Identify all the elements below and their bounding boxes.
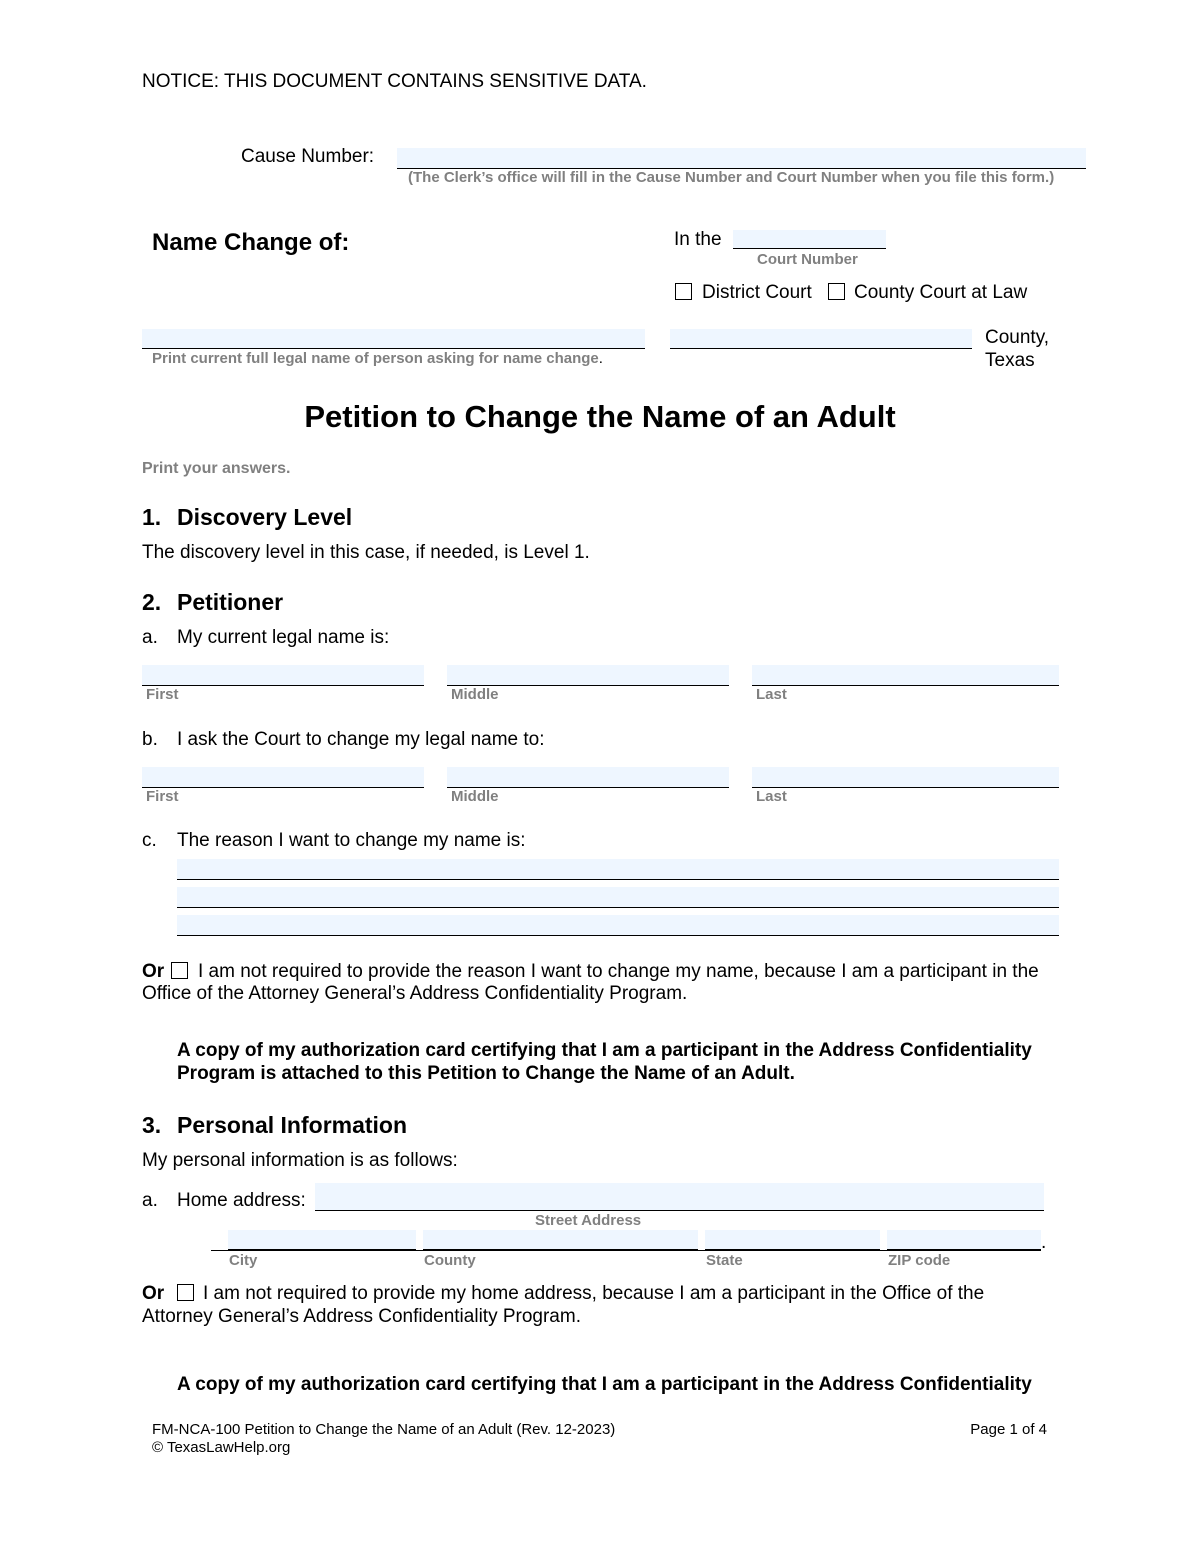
county-court-at-law-label: County Court at Law xyxy=(854,282,1028,303)
section-1-heading: 1. Discovery Level xyxy=(142,504,353,530)
authorization-copy-note-line2: Program is attached to this Petition to Change the Name of an Adult. xyxy=(177,1063,795,1084)
cause-number-label: Cause Number: xyxy=(241,146,375,167)
authorization-copy-note-line1: A copy of my authorization card certifying that I am a participant in the Address Confidentiality xyxy=(177,1040,1032,1061)
acp-address-checkbox[interactable] xyxy=(177,1284,194,1301)
in-the-label: In the xyxy=(674,229,722,250)
middle-hint: Middle xyxy=(451,788,499,805)
street-address-field[interactable] xyxy=(315,1183,1044,1211)
new-middle-name-field[interactable] xyxy=(447,767,729,788)
current-name-hint: Print current full legal name of person asking for name change. xyxy=(152,350,603,367)
last-hint: Last xyxy=(756,788,787,805)
or-label: Or xyxy=(142,1283,165,1304)
item-2c: c. The reason I want to change my name is: xyxy=(142,830,526,851)
county-court-at-law-checkbox[interactable] xyxy=(828,283,845,300)
city-hint: City xyxy=(229,1252,258,1269)
current-middle-name-field[interactable] xyxy=(447,665,729,686)
reason-line-3-field[interactable] xyxy=(177,915,1059,936)
sensitive-data-notice: NOTICE: THIS DOCUMENT CONTAINS SENSITIVE DATA. xyxy=(142,71,647,92)
current-last-name-field[interactable] xyxy=(752,665,1059,686)
current-first-name-field[interactable] xyxy=(142,665,424,686)
texas-label: Texas xyxy=(985,350,1035,371)
acp-reason-text-line2: Office of the Attorney General’s Address Confidentiality Program. xyxy=(142,983,688,1004)
acp-reason-text-line1: I am not required to provide the reason I want to change my name, because I am a participant in the xyxy=(198,961,1039,982)
first-hint: First xyxy=(146,788,179,805)
county-label: County, xyxy=(985,327,1050,348)
new-first-name-field[interactable] xyxy=(142,767,424,788)
home-address-label: a. Home address: xyxy=(142,1190,306,1211)
authorization-copy-note-line1: A copy of my authorization card certifying that I am a participant in the Address Confidentiality xyxy=(177,1374,1032,1395)
zip-code-field[interactable] xyxy=(887,1230,1041,1250)
first-hint: First xyxy=(146,686,179,703)
discovery-level-text: The discovery level in this case, if needed, is Level 1. xyxy=(142,542,590,563)
section-2-heading: 2. Petitioner xyxy=(142,589,284,615)
state-field[interactable] xyxy=(705,1230,880,1250)
state-hint: State xyxy=(706,1252,743,1269)
print-answers-note: Print your answers. xyxy=(142,460,291,477)
district-court-checkbox[interactable] xyxy=(675,283,692,300)
acp-address-text-line2: Attorney General’s Address Confidentiality Program. xyxy=(142,1306,581,1327)
item-2a: a. My current legal name is: xyxy=(142,627,390,648)
court-number-hint: Court Number xyxy=(757,251,858,268)
name-change-of-heading: Name Change of: xyxy=(152,229,350,256)
personal-info-intro: My personal information is as follows: xyxy=(142,1150,458,1171)
copyright: © TexasLawHelp.org xyxy=(152,1439,291,1456)
page-title: Petition to Change the Name of an Adult xyxy=(304,399,896,434)
district-court-label: District Court xyxy=(702,282,812,303)
section-3-heading: 3. Personal Information xyxy=(142,1112,408,1138)
county-hint: County xyxy=(424,1252,476,1269)
reason-line-1-field[interactable] xyxy=(177,859,1059,880)
city-field[interactable] xyxy=(228,1230,416,1250)
cause-number-field[interactable] xyxy=(397,148,1086,169)
or-label: Or xyxy=(142,961,165,982)
county-address-field[interactable] xyxy=(423,1230,698,1250)
item-2b: b. I ask the Court to change my legal name to: xyxy=(142,729,545,750)
last-hint: Last xyxy=(756,686,787,703)
reason-line-2-field[interactable] xyxy=(177,887,1059,908)
court-number-field[interactable] xyxy=(733,230,886,249)
cause-number-hint: (The Clerk’s office will fill in the Cause Number and Court Number when you file this form.) xyxy=(408,169,1055,186)
acp-address-text-line1: I am not required to provide my home address, because I am a participant in the Office of the xyxy=(203,1283,985,1304)
page-number: Page 1 of 4 xyxy=(970,1421,1047,1438)
address-period: . xyxy=(1041,1232,1047,1253)
street-address-hint: Street Address xyxy=(535,1212,642,1229)
zip-code-hint: ZIP code xyxy=(888,1252,951,1269)
form-id: FM-NCA-100 Petition to Change the Name of an Adult (Rev. 12-2023) xyxy=(152,1421,616,1438)
current-full-name-field[interactable] xyxy=(142,329,645,349)
county-field[interactable] xyxy=(670,329,972,349)
acp-reason-checkbox[interactable] xyxy=(171,962,188,979)
middle-hint: Middle xyxy=(451,686,499,703)
new-last-name-field[interactable] xyxy=(752,767,1059,788)
